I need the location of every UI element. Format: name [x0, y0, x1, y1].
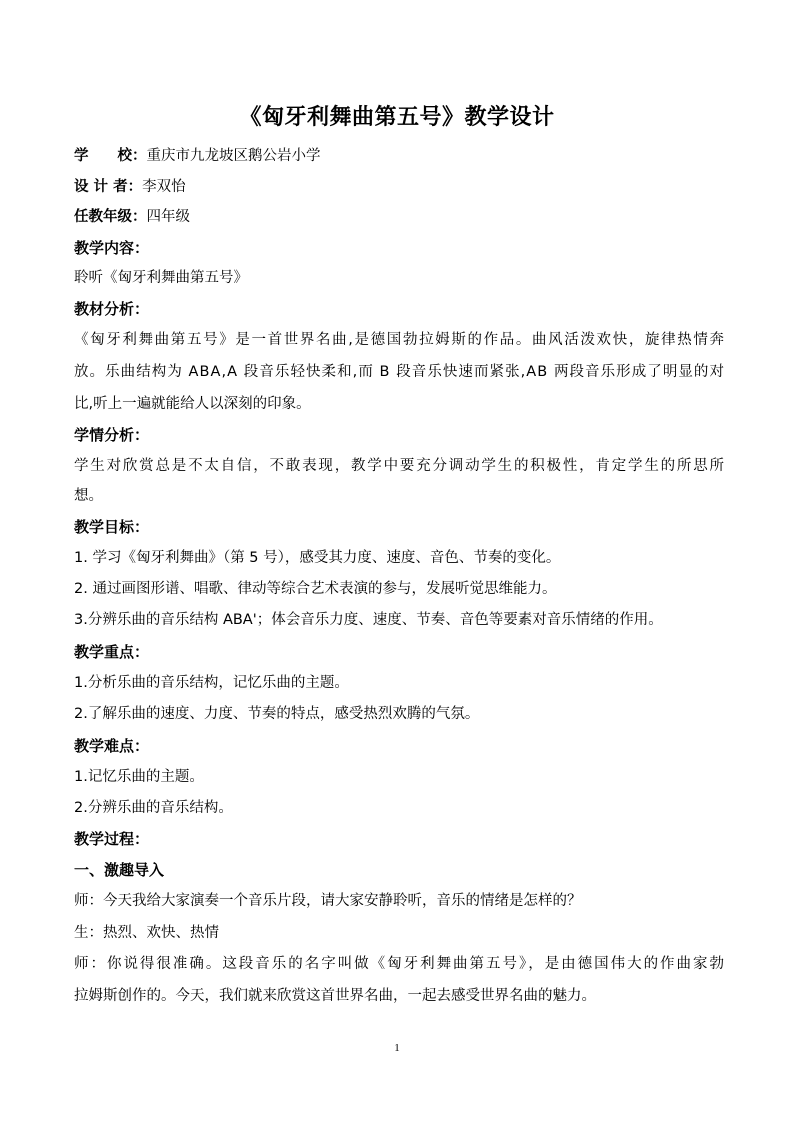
goal-item-3: 3.分辨乐曲的音乐结构 ABA'；体会音乐力度、速度、节奏、音色等要素对音乐情绪的作用。: [74, 612, 663, 628]
school-value: 重庆市九龙坡区鹅公岩小学: [146, 148, 321, 164]
designer-label: 设 计 者：: [74, 179, 143, 195]
goal-item-1: 1. 学习《匈牙利舞曲》（第 5 号），感受其力度、速度、音色、节奏的变化。: [74, 550, 561, 566]
students-heading: 学情分析：: [74, 426, 150, 444]
material-line-1: 《匈牙利舞曲第五号》是一首世界名曲,是德国勃拉姆斯的作品。曲风活泼欢快，旋律热情奔: [74, 332, 726, 348]
difficulty-item-2: 2.分辨乐曲的音乐结构。: [74, 800, 233, 816]
keypoint-item-1: 1.分析乐曲的音乐结构，记忆乐曲的主题。: [74, 675, 349, 691]
dialog-line-2: 生：热烈、欢快、热情: [74, 925, 219, 941]
document-title: 《匈牙利舞曲第五号》教学设计: [239, 105, 555, 130]
content-text: 聆听《匈牙利舞曲第五号》: [74, 270, 248, 286]
keypoint-item-2: 2.了解乐曲的速度、力度、节奏的特点，感受热烈欢腾的气氛。: [74, 706, 480, 722]
material-heading: 教材分析：: [74, 300, 150, 318]
grade-label: 任教年级：: [74, 209, 147, 225]
goals-heading: 教学目标：: [74, 518, 150, 536]
page-number: 1: [394, 1042, 400, 1054]
goal-item-2: 2. 通过画图形谱、唱歌、律动等综合艺术表演的参与，发展听觉思维能力。: [74, 581, 557, 597]
grade-line: [74, 207, 724, 227]
designer-line: [74, 177, 724, 197]
dialog-line-4: 拉姆斯创作的。今天，我们就来欣赏这首世界名曲，一起去感受世界名曲的魅力。: [74, 988, 596, 1004]
process-heading: 教学过程：: [74, 830, 150, 848]
school-line: [74, 146, 724, 166]
students-line-2: 想。: [74, 488, 103, 504]
content-heading: 教学内容：: [74, 239, 150, 257]
dialog-line-3: 师：你说得很准确。这段音乐的名字叫做《匈牙利舞曲第五号》，是由德国伟大的作曲家勃: [74, 956, 726, 972]
dialog-line-1: 师：今天我给大家演奏一个音乐片段，请大家安静聆听，音乐的情绪是怎样的？: [74, 893, 582, 909]
material-line-2: 放。乐曲结构为 ABA,A 段音乐轻快柔和,而 B 段音乐快速而紧张,AB 两段音乐形成了明显的对: [74, 364, 726, 380]
school-label: 学 校：: [74, 148, 147, 164]
material-line-3: 比,听上一遍就能给人以深刻的印象。: [74, 396, 311, 412]
keypoints-heading: 教学重点：: [74, 643, 150, 661]
designer-value: 李双怡: [142, 179, 186, 195]
process-section-1: 一、激趣导入: [74, 861, 165, 879]
difficulties-heading: 教学难点：: [74, 737, 150, 755]
difficulty-item-1: 1.记忆乐曲的主题。: [74, 769, 204, 785]
grade-value: 四年级: [146, 209, 190, 225]
students-line-1: 学生对欣赏总是不太自信，不敢表现，教学中要充分调动学生的积极性，肯定学生的所思所: [74, 458, 726, 474]
